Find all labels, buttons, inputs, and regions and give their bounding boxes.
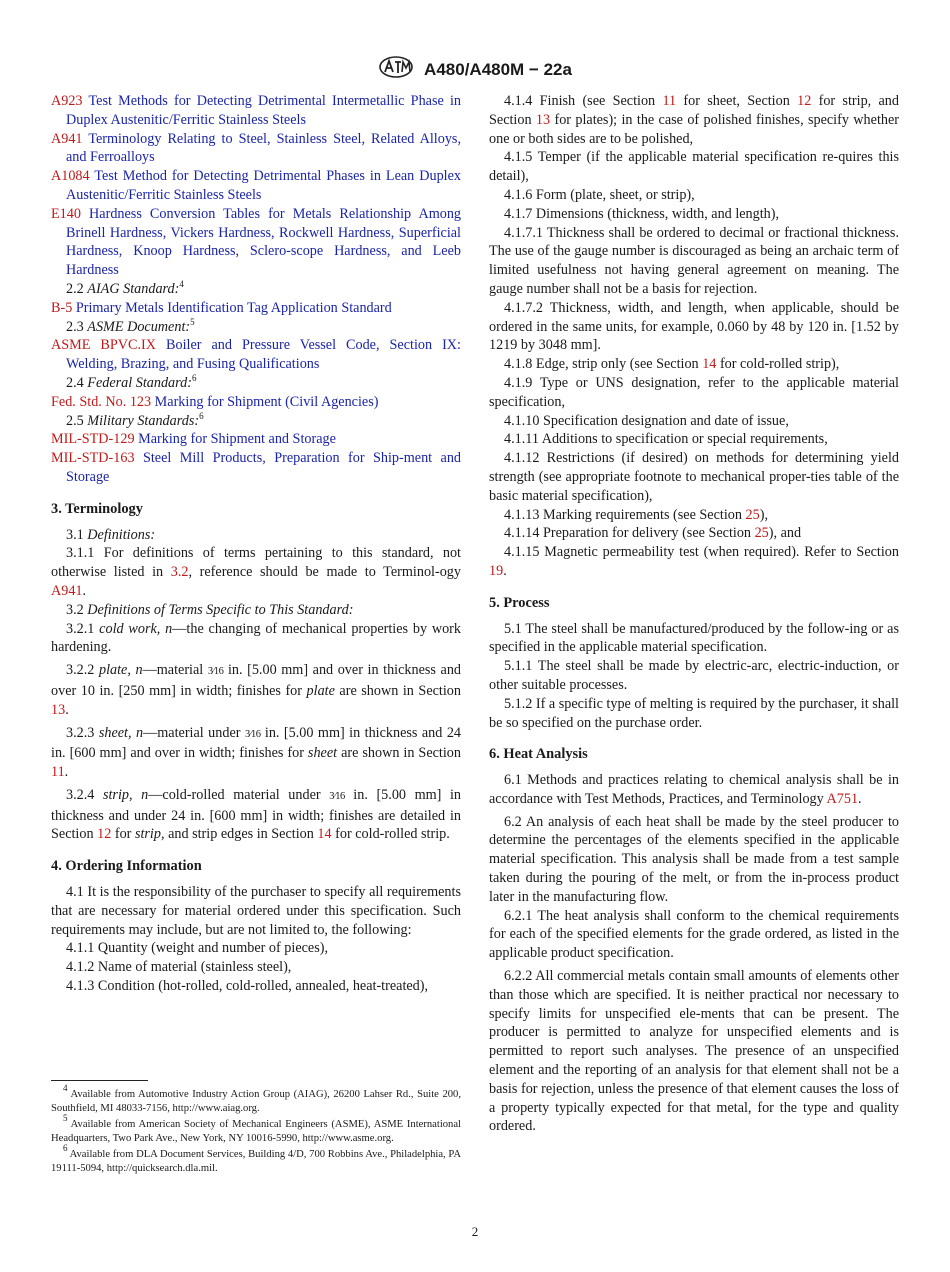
fraction: 3⁄16 xyxy=(329,790,345,802)
footnote: $^4$ Available from Automotive Industry Action Group (AIAG), 26200 Lahser Rd., Suite 200, Southfield, MI 48033-7156, http://www.aiag.org. xyxy=(51,1083,461,1115)
section-heading-process: 5. Process xyxy=(489,594,550,611)
section-link[interactable]: 25 xyxy=(754,525,769,542)
section-link[interactable]: 13 xyxy=(535,111,551,128)
left-column xyxy=(51,92,461,996)
paragraph: 4.1 It is the responsibility of the purchaser to specify all requirements that are necessary for material ordered under this specification. Such requirements may include, but are not limited to, the following: xyxy=(51,884,461,938)
paragraph: 4.1.7.2 Thickness, width, and length, when applicable, should be ordered in the same units, for example, 0.060 by 48 by 120 in. [1.52 by 1219 by 3048 mm]. xyxy=(489,299,899,354)
ref-title-link[interactable]: Primary Metals Identification Tag Application Standard xyxy=(75,299,392,316)
ref-code-link[interactable]: ASME BPVC.IX xyxy=(51,337,156,354)
paragraph: 6.2.2 All commercial metals contain small amounts of elements other than those which are specified. It is neither practical nor necessary to specify limits for unspecified ele-ments that can be present. The producer is permitted to analyze for unspecified elements and is permitted to report such analyses. The presence of an unspecified element and the reporting of an analysis for that element shall not be a basis for rejection, unless the presence of that element causes the loss of a property typically expected for that metal, for the type and quality ordered. xyxy=(489,968,899,1135)
ref-code-link[interactable]: A1084 xyxy=(51,168,90,185)
paragraph: 6.2.1 The heat analysis shall conform to the chemical requirements for each of the specified elements for the grade ordered, as listed in the applicable product specification. xyxy=(489,907,899,962)
paragraph: 4.1.13 Marking requirements (see Section 25), xyxy=(504,506,768,523)
ref-title-link[interactable]: Terminology Relating to Steel, Stainless Steel, Related Alloys, and Ferroalloys xyxy=(66,130,461,166)
paragraph: 3.2 Definitions of Terms Specific to This Standard: xyxy=(66,601,354,618)
subsection-heading: 2.4 Federal Standard:$^6$ xyxy=(66,372,197,391)
defined-term: strip, n xyxy=(102,786,149,803)
paragraph: 4.1.7.1 Thickness shall be ordered to decimal or fractional thickness. The use of the gauge number is discouraged as being an archaic term of limited usefulness not having general agreement on meaning. The gauge number shall not be a basis for rejection. xyxy=(489,224,899,297)
footnote: $^6$ Available from DLA Document Services, Building 4/D, 700 Robbins Ave., Philadelphia, PA 19111-5094, http://quicksearch.dla.mil. xyxy=(51,1142,461,1175)
ref-title-link[interactable]: Test Method for Detecting Detrimental Phases in Lean Duplex Austenitic/Ferritic Stainless Steels xyxy=(66,168,462,203)
paragraph: 3.1 Definitions: xyxy=(66,526,156,543)
reference-entry xyxy=(51,205,461,280)
defined-term: plate, n xyxy=(98,662,143,679)
ref-title-link[interactable]: Marking for Shipment (Civil Agencies) xyxy=(154,393,379,410)
right-column xyxy=(489,92,899,1136)
ref-code-link[interactable]: MIL-STD-163 xyxy=(51,450,135,467)
section-link[interactable]: 11 xyxy=(662,93,677,109)
definition: 3.2.3 sheet, n—material under 3⁄16 in. [5.00 mm] in thickness and 24 in. [600 mm] and over in width; finishes for sheet are shown in Section 11. xyxy=(51,724,462,781)
ref-code-link[interactable]: MIL-STD-129 xyxy=(51,431,135,448)
footnote-ref[interactable]: 4 xyxy=(179,278,184,289)
paragraph: 4.1.12 Restrictions (if desired) on methods for determining yield strength (see appropriate footnote to mechanical proper-ties table of the basic material specification), xyxy=(489,450,899,504)
reference-entry xyxy=(51,336,461,374)
page-header xyxy=(0,55,950,84)
subsection-heading: 2.2 AIAG Standard:$^4$ xyxy=(66,278,184,297)
section-link[interactable]: 19 xyxy=(489,562,504,579)
paragraph: 4.1.9 Type or UNS designation, refer to the applicable material specification, xyxy=(489,374,899,410)
subsection-heading: 2.3 ASME Document:$^5$ xyxy=(66,316,195,335)
section-link[interactable]: 12 xyxy=(797,93,812,109)
paragraph: 4.1.5 Temper (if the applicable material specification re-quires this detail), xyxy=(489,149,899,185)
section-link[interactable]: 25 xyxy=(745,506,760,523)
paragraph: 4.1.4 Finish (see Section 11 for sheet, Section 12 for strip, and Section 13 for plates); in the case of polished finishes, specify whether one or both sides are to be polished, xyxy=(489,93,899,147)
section-link[interactable]: 12 xyxy=(97,826,112,843)
reference-entry xyxy=(51,130,461,168)
defined-term: cold work, n xyxy=(99,620,173,637)
footnotes xyxy=(51,1083,461,1177)
paragraph: 4.1.6 Form (plate, sheet, or strip), xyxy=(504,186,695,203)
footnote-divider xyxy=(51,1080,148,1081)
footnote-ref[interactable]: 6 xyxy=(199,410,204,421)
ref-code-link[interactable]: A941 xyxy=(51,130,83,147)
paragraph: 4.1.8 Edge, strip only (see Section 14 for cold-rolled strip), xyxy=(504,356,840,373)
astm-logo-icon xyxy=(378,55,414,84)
fraction: 3⁄16 xyxy=(244,728,261,740)
standard-designation: A480/A480M − 22a xyxy=(424,59,572,79)
reference-entry xyxy=(51,299,461,318)
definition: 3.2.2 plate, n—material 3⁄16 in. [5.00 mm] and over in thickness and over 10 in. [250 mm] in width; finishes for plate are shown in Section 13. xyxy=(51,662,462,718)
definition: 3.2.4 strip, n—cold-rolled material under 3⁄16 in. [5.00 mm] in thickness and under 24 in. [600 mm] in width; finishes are detailed in Section 12 for strip, and strip edges in Section 14 for cold-rolled strip. xyxy=(51,786,462,843)
section-link[interactable]: 3.2 xyxy=(170,564,189,581)
section-link[interactable]: 14 xyxy=(702,356,717,373)
reference-entry xyxy=(51,430,461,449)
reference-entry xyxy=(51,167,461,205)
section-link[interactable]: 14 xyxy=(317,826,332,843)
paragraph: 6.2 An analysis of each heat shall be made by the steel producer to determine the percentages of the elements specified in the applicable material specification. This analysis shall be made from a test sample taken during the pouring of the melt, or from the in-process product later in the manufacturing flow. xyxy=(489,813,899,905)
section-heading-heat-analysis: 6. Heat Analysis xyxy=(489,746,588,763)
defined-term: sheet, n xyxy=(98,724,144,741)
ref-code-link[interactable]: Fed. Std. No. 123 xyxy=(51,393,152,410)
ref-code-link[interactable]: B-5 xyxy=(51,299,73,316)
standard-link[interactable]: A751 xyxy=(826,790,859,807)
section-heading-terminology: 3. Terminology xyxy=(51,500,143,517)
footnote: $^5$ Available from American Society of Mechanical Engineers (ASME), ASME International Headquarters, Two Park Ave., New York, NY 10016-5990, http://www.asme.org. xyxy=(51,1112,461,1145)
paragraph: 4.1.15 Magnetic permeability test (when required). Refer to Section 19. xyxy=(489,544,899,579)
paragraph: 4.1.3 Condition (hot-rolled, cold-rolled, annealed, heat-treated), xyxy=(66,978,429,995)
reference-entry xyxy=(51,92,461,130)
reference-entry xyxy=(51,393,461,412)
section-link[interactable]: 11 xyxy=(51,764,65,781)
ref-code-link[interactable]: A923 xyxy=(51,93,83,109)
ref-title-link[interactable]: Boiler and Pressure Vessel Code, Section IX: Welding, Brazing, and Fusing Qualifications xyxy=(66,337,461,373)
section-heading-ordering: 4. Ordering Information xyxy=(51,858,202,875)
definition: 3.2.1 cold work, n—the changing of mechanical properties by work hardening. xyxy=(51,620,461,656)
reference-entry xyxy=(51,449,461,487)
paragraph: 4.1.11 Additions to specification or special requirements, xyxy=(504,431,828,448)
paragraph: 5.1.2 If a specific type of melting is required by the purchaser, it shall be so specified on the purchase order. xyxy=(489,695,899,731)
paragraph: 6.1 Methods and practices relating to chemical analysis shall be in accordance with Test Methods, Practices, and Terminology A751. xyxy=(489,772,899,807)
paragraph: 4.1.7 Dimensions (thickness, width, and length), xyxy=(504,205,780,222)
paragraph: 4.1.14 Preparation for delivery (see Section 25), and xyxy=(504,525,802,542)
section-link[interactable]: 13 xyxy=(51,701,66,718)
paragraph: 4.1.1 Quantity (weight and number of pieces), xyxy=(66,940,329,957)
standard-link[interactable]: A941 xyxy=(51,582,83,599)
ref-title-link[interactable]: Marking for Shipment and Storage xyxy=(138,431,336,448)
fraction: 3⁄16 xyxy=(207,666,224,678)
paragraph: 4.1.10 Specification designation and date of issue, xyxy=(504,412,789,429)
footnote-ref[interactable]: 6 xyxy=(191,372,197,383)
subsection-heading: 2.5 Military Standards:$^6$ xyxy=(66,410,204,429)
paragraph: 3.1.1 For definitions of terms pertaining to this standard, not otherwise listed in 3.2, reference should be made to Terminol-ogy A941. xyxy=(51,545,461,599)
ref-title-link[interactable]: Test Methods for Detecting Detrimental Intermetallic Phase in Duplex Austenitic/Ferritic Stainless Steels xyxy=(66,93,462,128)
footnote-ref[interactable]: 5 xyxy=(190,316,195,327)
paragraph: 5.1.1 The steel shall be made by electric-arc, electric-induction, or other suitable processes. xyxy=(489,658,899,693)
ref-title-link[interactable]: Steel Mill Products, Preparation for Ship-ment and Storage xyxy=(66,450,462,485)
paragraph: 5.1 The steel shall be manufactured/produced by the follow-ing or as specified in the applicable material specification. xyxy=(489,620,899,656)
paragraph: 4.1.2 Name of material (stainless steel), xyxy=(66,959,292,976)
ref-title-link[interactable]: Hardness Conversion Tables for Metals Relationship Among Brinell Hardness, Vickers Hardness, Rockwell Hardness, Superficial Hardness, Knoop Hardness, Sclero-scope Hardness, and Leeb Hardness xyxy=(66,205,462,279)
page-number: 2 xyxy=(471,1224,479,1239)
ref-code-link[interactable]: E140 xyxy=(51,205,81,222)
